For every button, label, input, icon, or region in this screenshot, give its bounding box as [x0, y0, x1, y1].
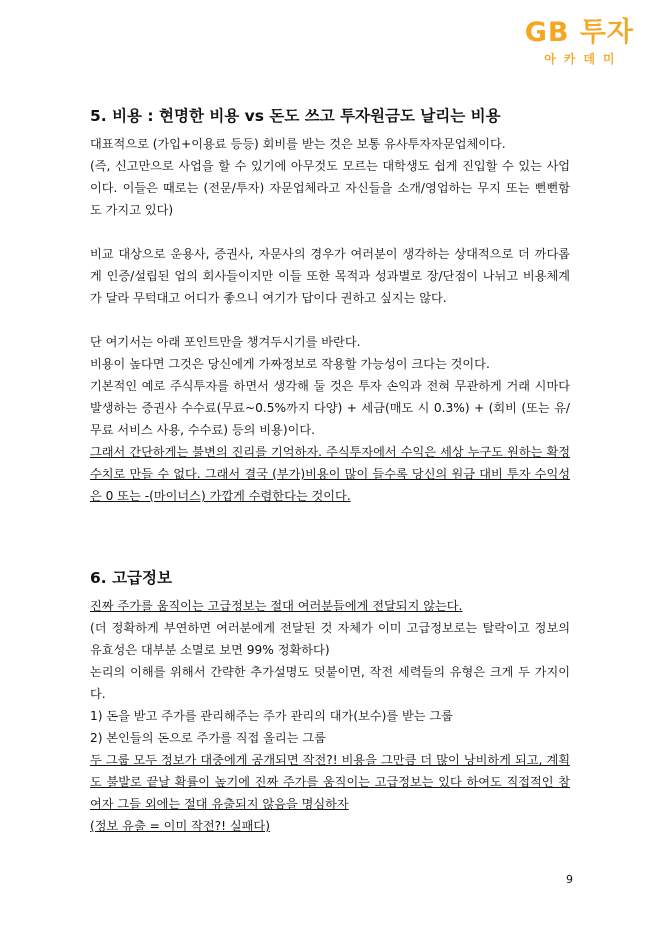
page-number: 9: [566, 873, 573, 886]
section-5-title: 5. 비용 : 현명한 비용 vs 돈도 쓰고 투자원금도 날리는 비용: [90, 107, 501, 125]
section-5-paragraph-6: 기본적인 예로 주식투자를 하면서 생각해 둘 것은 투자 손익과 전혀 무관하게 거래 시마다 발생하는 증권사 수수료(무료~0.5%까지 다양) + 세금(매도 시 0.3%) + (회비 (또는 유/무료 서비스 사용, 수수료) 등의 비용)이다.: [90, 379, 570, 437]
section-5-paragraph-2: (즉, 신고만으로 사업을 할 수 있기에 아무것도 모르는 대학생도 쉽게 진입할 수 있는 사업이다. 이들은 때로는 (전문/투자) 자문업체라고 자신들을 소개/영업하는 무지 또는 뻔뻔함도 가지고 있다): [90, 159, 570, 217]
section-6-list-item-2: 2) 본인들의 돈으로 주가를 직접 올리는 그룹: [90, 731, 326, 745]
brand-logo: [525, 18, 634, 67]
section-6-paragraph-4: 두 그룹 모두 정보가 대중에게 공개되면 작전?! 비용을 그만큼 더 많이 낭비하게 되고, 계획도 불발로 끝날 확률이 높기에 진짜 주가를 움직이는 고급정보는 있다 하여도 직접적인 참여자 그들 외에는 절대 유출되지 않음을 명심하자: [90, 753, 570, 811]
section-5-paragraph-3: 비교 대상으로 운용사, 증권사, 자문사의 경우가 여러분이 생각하는 상대적으로 더 까다롭게 인증/설립된 업의 회사들이지만 이들 또한 목적과 성과별로 장/단점이 나뉘고 비용체계가 달라 무턱대고 어디가 좋으니 여기가 답이다 권하고 싶지는 않다.: [90, 247, 570, 305]
logo-sub-text: 아카데미: [544, 52, 623, 66]
section-5-paragraph-7: 그래서 간단하게는 불변의 진리를 기억하자. 주식투자에서 수익은 세상 누구도 원하는 확정 수치로 만들 수 없다. 그래서 결국 (부가)비용이 많이 들수록 당신의 원금 대비 투자 수익성은 0 또는 -(마이너스) 가깝게 수렴한다는 것이다.: [90, 445, 570, 503]
logo-main-text: GB 투자: [524, 17, 634, 48]
section-6-paragraph-3: 논리의 이해를 위해서 간략한 추가설명도 덧붙이면, 작전 세력들의 유형은 크게 두 가지이다.: [90, 665, 570, 701]
section-6-paragraph-1: 진짜 주가를 움직이는 고급정보는 절대 여러분들에게 전달되지 않는다.: [90, 599, 463, 613]
section-6-list-item-1: 1) 돈을 받고 주가를 관리해주는 주가 관리의 대가(보수)를 받는 그룹: [90, 709, 453, 723]
section-6-paragraph-5: (정보 유출 = 이미 작전?! 실패다): [90, 819, 270, 833]
document-body: [90, 105, 570, 837]
section-6-title: 6. 고급정보: [90, 569, 172, 587]
section-5-paragraph-1: 대표적으로 (가입+이용료 등등) 회비를 받는 것은 보통 유사투자자문업체이다.: [90, 137, 506, 151]
section-5-paragraph-5: 비용이 높다면 그것은 당신에게 가짜정보로 작용할 가능성이 크다는 것이다.: [90, 357, 490, 371]
section-6-paragraph-2: (더 정확하게 부연하면 여러분에게 전달된 것 자체가 이미 고급정보로는 탈락이고 정보의 유효성은 대부분 소멸로 보면 99% 정확하다): [90, 621, 570, 657]
section-5-paragraph-4: 단 여기서는 아래 포인트만을 챙겨두시기를 바란다.: [90, 335, 361, 349]
